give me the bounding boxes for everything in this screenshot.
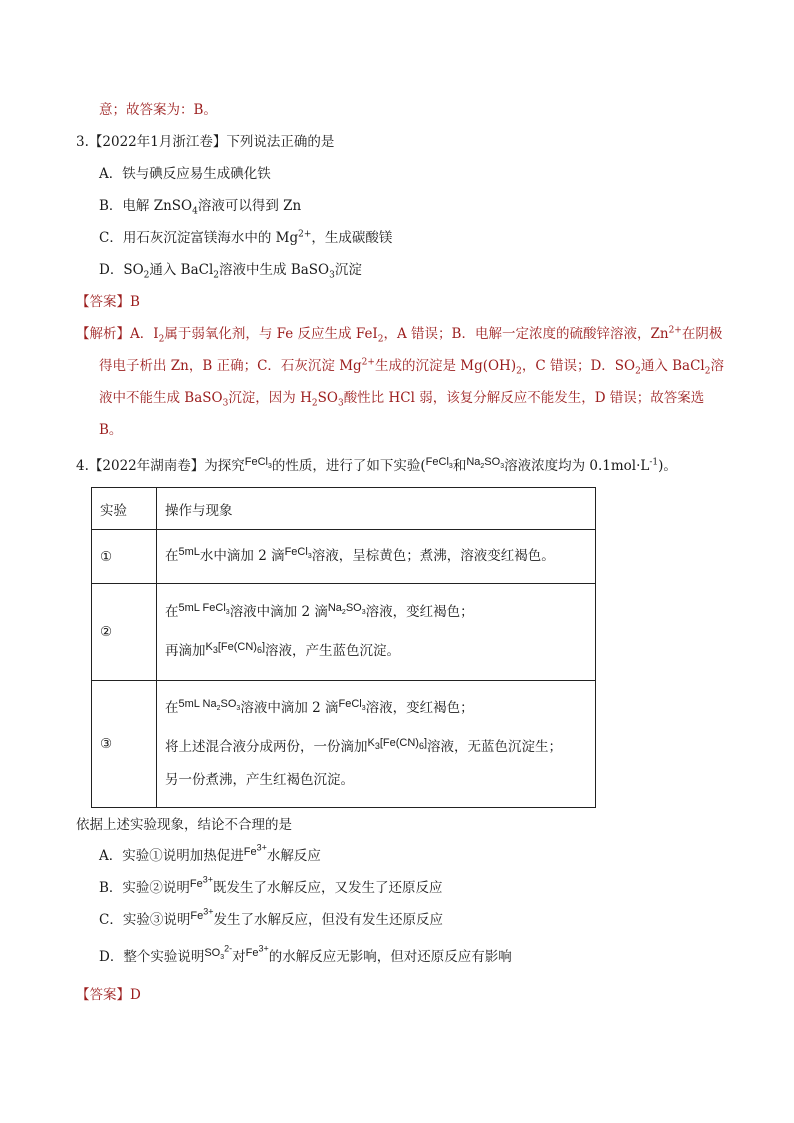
q4-option-c: C．实验③说明$^{Fe^{3+}}$发生了水解反应，但没有发生还原反应	[99, 906, 443, 928]
q3-answer: 【答案】B	[76, 294, 140, 310]
q4-option-b: B．实验②说明$^{Fe^{3+}}$既发生了水解反应，又发生了还原反应	[99, 874, 443, 896]
table-row-id: ③	[92, 681, 157, 808]
table-row-id: ②	[92, 584, 157, 681]
q4-option-d: D．整个实验说明$^{SO_3^{2-}}$对$^{Fe^{3+}}$的水解反应无影响，但对还原反应有影响	[99, 943, 512, 965]
q3-analysis-line-4: B。	[99, 422, 123, 438]
q3-option-b: B．电解 ZnSO$_4$溶液可以得到 Zn	[99, 198, 302, 217]
q3-stem: 3.【2022年1月浙江卷】下列说法正确的是	[76, 134, 335, 150]
q4-answer: 【答案】D	[76, 987, 141, 1003]
q4-option-a: A．实验①说明加热促进$^{Fe^{3+}}$水解反应	[99, 842, 321, 864]
table-header-cell: 操作与现象	[157, 488, 596, 530]
table-row	[92, 681, 596, 808]
table-row-content: 在$^{5mL Na_2SO_3}$溶液中滴加 2 滴$^{FeCl_3}$溶液，变红褐色； 将上述混合液分成两份，一份滴加$^{K_3[Fe(CN)_6]}$溶液，无蓝色沉淀生； 另一份煮沸，产生红褐色沉淀。	[157, 681, 596, 808]
table-header-cell: 实验	[92, 488, 157, 530]
q3-analysis-line-1: 【解析】A．$I_2$属于弱氧化剂，与 Fe 反应生成 FeI$_2$，A 错误；B．电解一定浓度的硫酸锌溶液，$Zn^{2+}$在阴极	[76, 325, 723, 345]
q3-analysis-line-2: 得电子析出 Zn，B 正确；C．石灰沉淀 $Mg^{2+}$生成的沉淀是 $Mg(OH)_2$，C 错误；D．$SO_2$通入 BaCl$_2$溶	[99, 357, 724, 377]
q4-conclusion-stem: 依据上述实验现象，结论不合理的是	[76, 817, 292, 833]
table-row	[92, 584, 596, 681]
q3-option-d: D．$SO_2$通入 BaCl$_2$溶液中生成 BaSO$_3$沉淀	[99, 262, 362, 281]
table-row-content: 在$^{5mL FeCl_3}$溶液中滴加 2 滴$^{Na_2SO_3}$溶液，变红褐色； 再滴加$^{K_3[Fe(CN)_6]}$溶液，产生蓝色沉淀。	[157, 584, 596, 681]
previous-analysis-end: 意；故答案为：B。	[99, 102, 217, 118]
table-row-content: 在$^{5mL}$水中滴加 2 滴$^{FeCl_3}$溶液，呈棕黄色；煮沸，溶液变红褐色。	[157, 530, 596, 584]
table-row-id: ①	[92, 530, 157, 584]
q3-analysis-line-3: 液中不能生成 BaSO$_3$沉淀，因为 $H_2SO_3$酸性比 HCl 弱，该复分解反应不能发生，D 错误；故答案选	[99, 390, 705, 409]
q3-option-c: C．用石灰沉淀富镁海水中的 $Mg^{2+}$，生成碳酸镁	[99, 229, 393, 246]
table-header-row	[92, 488, 596, 530]
experiment-table	[91, 487, 596, 808]
q3-option-a: A．铁与碘反应易生成碘化铁	[99, 166, 271, 182]
q4-stem: 4.【2022年湖南卷】为探究$^{FeCl_3}$的性质，进行了如下实验($^{FeCl_3}$和$^{Na_2SO_3}$溶液浓度均为 $0.1mol\cdot L^{-1}$)。	[76, 456, 677, 474]
table-row	[92, 530, 596, 584]
